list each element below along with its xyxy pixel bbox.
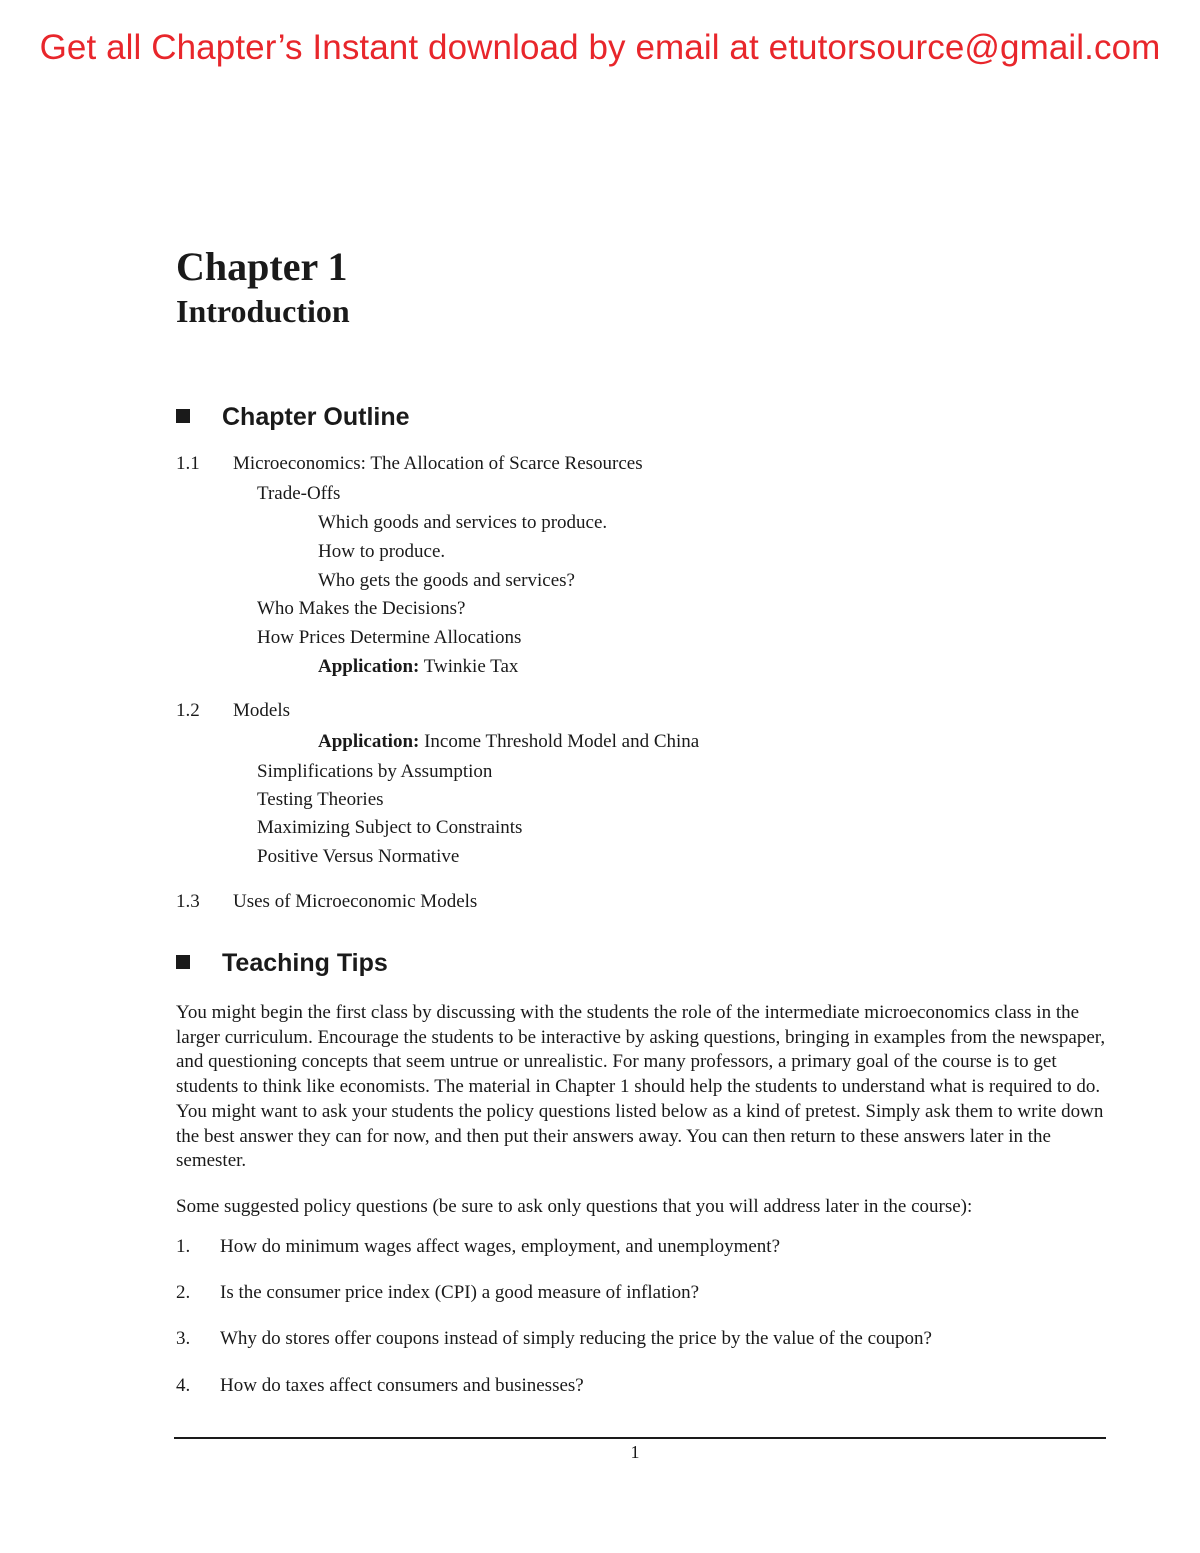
question-number: 1. [176, 1236, 191, 1257]
question-number: 3. [176, 1328, 191, 1349]
outline-item: Who gets the goods and services? [318, 570, 575, 591]
chapter-outline-label: Chapter Outline [222, 403, 410, 431]
outline-application [318, 655, 518, 679]
square-bullet-icon [176, 409, 190, 423]
question-text: Is the consumer price index (CPI) a good measure of inflation? [220, 1282, 700, 1303]
chapter-title: Chapter 1 [176, 244, 348, 289]
square-bullet-icon [176, 955, 190, 969]
policy-questions-intro: Some suggested policy questions (be sure to ask only questions that you will address later in the course): [176, 1196, 973, 1217]
teaching-tips-paragraph: You might begin the first class by discussing with the students the role of the intermediate microeconomics class in the larger curriculum. Encourage the students to be interactive by asking questions, bringing in examples from the newspaper, and questioning concepts that seem untrue or unrealistic. For many professors, a primary goal of the course is to get students to think like economists. The material in Chapter 1 should help the students to understand what is required to do. You might want to ask your students the policy questions listed below as a kind of pretest. Simply ask them to write down the best answer they can for now, and then put their answers away. You can then return to these answers later in the semester. [176, 1002, 1106, 1172]
outline-item: How Prices Determine Allocations [257, 627, 522, 648]
outline-item: Trade-Offs [257, 483, 341, 504]
question-number: 2. [176, 1282, 191, 1303]
download-banner: Get all Chapter’s Instant download by email at etutorsource@gmail.com [39, 28, 1161, 67]
outline-item: Models [233, 700, 290, 721]
outline-item: Uses of Microeconomic Models [233, 891, 478, 912]
page-number: 1 [630, 1442, 640, 1462]
outline-item: Simplifications by Assumption [257, 761, 493, 782]
outline-number: 1.3 [176, 891, 200, 912]
question-text: How do taxes affect consumers and businesses? [220, 1375, 584, 1396]
teaching-tips-label: Teaching Tips [222, 949, 388, 977]
outline-application [318, 730, 699, 754]
application-label: Application: [318, 731, 420, 752]
outline-item: How to produce. [318, 541, 446, 562]
outline-item: Which goods and services to produce. [318, 512, 608, 533]
teaching-tips-heading [176, 948, 388, 978]
application-label: Application: [318, 656, 420, 677]
outline-item: Testing Theories [257, 789, 384, 810]
outline-number: 1.1 [176, 453, 200, 474]
outline-item: Maximizing Subject to Constraints [257, 817, 523, 838]
question-number: 4. [176, 1375, 191, 1396]
outline-number: 1.2 [176, 700, 200, 721]
application-title: Twinkie Tax [419, 656, 519, 677]
outline-item: Microeconomics: The Allocation of Scarce Resources [233, 453, 643, 474]
chapter-outline-heading [176, 402, 410, 432]
outline-item: Positive Versus Normative [257, 846, 460, 867]
outline-item: Who Makes the Decisions? [257, 598, 466, 619]
footer-divider [174, 1437, 1106, 1439]
question-text: How do minimum wages affect wages, employment, and unemployment? [220, 1236, 781, 1257]
question-text: Why do stores offer coupons instead of simply reducing the price by the value of the coupon? [220, 1328, 932, 1349]
chapter-subtitle: Introduction [176, 293, 350, 329]
application-title: Income Threshold Model and China [419, 731, 700, 752]
